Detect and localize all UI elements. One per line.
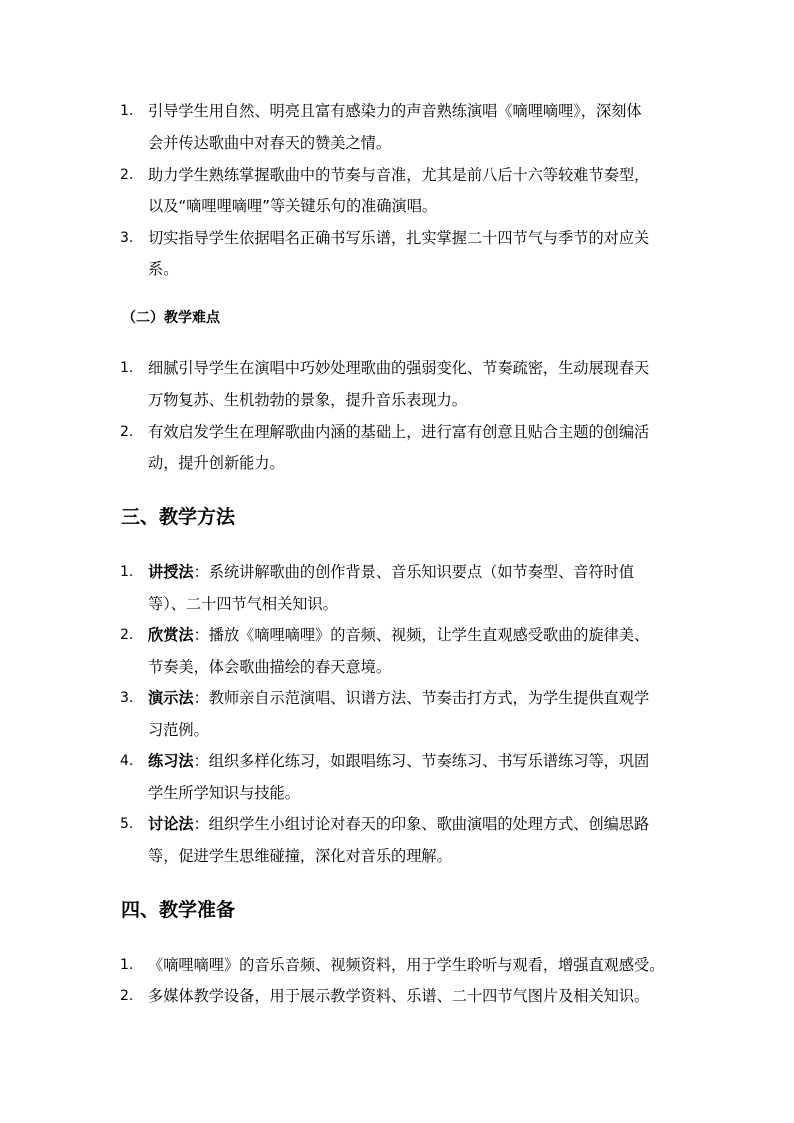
list-number: 1.: [120, 360, 134, 376]
list-item-line: [148, 687, 649, 709]
list-item-line: [148, 750, 649, 772]
list-item-line: 引导学生用自然、明亮且富有感染力的声音熟练演唱《嘀哩嘀哩》，深刻体: [148, 102, 642, 120]
list-item-line: 多媒体教学设备，用于展示教学资料、乐谱、二十四节气图片及相关知识。: [148, 987, 650, 1005]
list-number: 1.: [120, 957, 134, 973]
list-number: 2.: [120, 424, 134, 440]
list-number: 1.: [120, 103, 134, 119]
method-text: ：教师亲自示范演唱、识谱方法、节奏击打方式，为学生提供直观学: [193, 689, 650, 707]
list-number: 1.: [120, 564, 134, 580]
list-item-line: 习范例。: [148, 721, 209, 739]
method-term: 演示法: [148, 689, 194, 707]
list-number: 3.: [120, 690, 134, 706]
list-item-line: 万物复苏、生机勃勃的景象，提升音乐表现力。: [148, 391, 467, 409]
list-number: 5.: [120, 816, 134, 832]
list-number: 3.: [120, 230, 134, 246]
list-item-line: 有效启发学生在理解歌曲内涵的基础上，进行富有创意且贴合主题的创编活: [148, 423, 650, 441]
method-text: ：系统讲解歌曲的创作背景、音乐知识要点（如节奏型、音符时值: [193, 563, 634, 581]
list-number: 4.: [120, 753, 134, 769]
method-term: 练习法: [148, 752, 194, 770]
list-item-line: 节奏美，体会歌曲描绘的春天意境。: [148, 658, 391, 676]
method-term: 讨论法: [148, 815, 194, 833]
method-text: ：组织多样化练习，如跟唱练习、节奏练习、书写乐谱练习等，巩固: [193, 752, 650, 770]
list-item-line: 动，提升创新能力。: [148, 454, 285, 472]
list-item-line: [148, 624, 649, 646]
list-item-line: 细腻引导学生在演唱中巧妙处理歌曲的强弱变化、节奏疏密，生动展现春天: [148, 359, 650, 377]
method-term: 欣赏法: [148, 626, 194, 644]
list-item-line: 会并传达歌曲中对春天的赞美之情。: [148, 134, 391, 152]
list-item-line: 《嘀哩嘀哩》的音乐音频、视频资料，用于学生聆听与观看，增强直观感受。: [148, 956, 665, 974]
method-text: ：播放《嘀哩嘀哩》的音频、视频，让学生直观感受歌曲的旋律美、: [193, 626, 650, 644]
section-heading: 三、教学方法: [121, 506, 236, 528]
list-item-line: 切实指导学生依据唱名正确书写乐谱，扎实掌握二十四节气与季节的对应关: [148, 229, 650, 247]
list-item-line: 等）、二十四节气相关知识。: [148, 595, 338, 613]
method-term: 讲授法: [148, 563, 194, 581]
list-item-line: 以及“嘀哩哩嘀哩”等关键乐句的准确演唱。: [148, 197, 438, 215]
method-text: ：组织学生小组讨论对春天的印象、歌曲演唱的处理方式、创编思路: [193, 815, 650, 833]
list-number: 2.: [120, 627, 134, 643]
list-item-line: 系。: [148, 260, 179, 278]
section-subheading: （二）教学难点: [122, 310, 220, 326]
list-item-line: [148, 561, 634, 583]
list-number: 2.: [120, 988, 134, 1004]
section-heading: 四、教学准备: [121, 899, 236, 921]
list-item-line: 助力学生熟练掌握歌曲中的节奏与音准，尤其是前八后十六等较难节奏型，: [148, 166, 650, 184]
list-item-line: 学生所学知识与技能。: [148, 784, 300, 802]
list-item-line: 等，促进学生思维碰撞，深化对音乐的理解。: [148, 847, 452, 865]
list-item-line: [148, 813, 649, 835]
list-number: 2.: [120, 167, 134, 183]
